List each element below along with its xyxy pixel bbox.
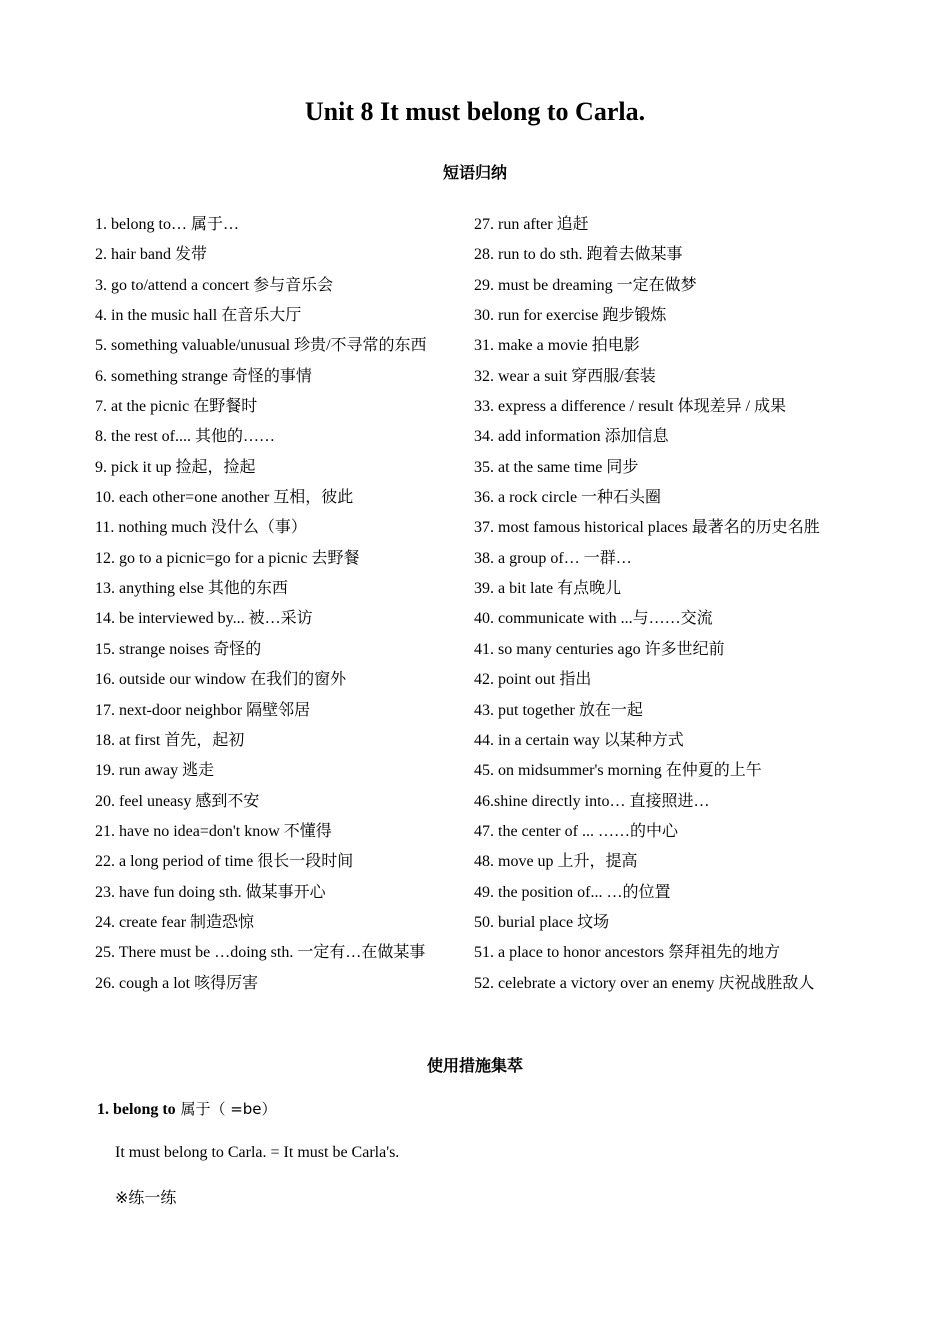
phrase-item: 36. a rock circle 一种石头圈: [474, 489, 662, 507]
phrase-list-left: [95, 210, 473, 999]
phrase-item: 40. communicate with ...与……交流: [474, 610, 713, 628]
phrase-item: 25. There must be …doing sth. 一定有…在做某事: [95, 944, 426, 962]
phrase-item: 5. something valuable/unusual 珍贵/不寻常的东西: [95, 337, 427, 355]
phrase-item: 22. a long period of time 很长一段时间: [95, 853, 354, 871]
phrase-item: 30. run for exercise 跑步锻炼: [474, 307, 667, 325]
phrase-item: 28. run to do sth. 跑着去做某事: [474, 246, 683, 264]
phrase-item: 41. so many centuries ago 许多世纪前: [474, 640, 725, 658]
phrase-item: 47. the center of ... ……的中心: [474, 822, 678, 840]
phrases-heading: 短语归纳: [442, 163, 507, 182]
phrase-item: 4. in the music hall 在音乐大厅: [95, 307, 302, 325]
phrase-item: 39. a bit late 有点晚儿: [474, 580, 622, 598]
phrase-item: 1. belong to… 属于…: [95, 216, 239, 233]
usage-heading: 使用措施集萃: [426, 1056, 523, 1075]
phrase-item: 35. at the same time 同步: [474, 458, 639, 476]
phrase-item: 9. pick it up 捡起，捡起: [95, 458, 256, 476]
phrase-item: 19. run away 逃走: [95, 762, 215, 780]
phrase-item: 17. next-door neighbor 隔壁邻居: [95, 701, 311, 719]
phrase-item: 26. cough a lot 咳得厉害: [95, 974, 259, 992]
phrase-item: 11. nothing much 没什么（事）: [95, 519, 307, 537]
phrase-item: 38. a group of… 一群…: [474, 549, 632, 567]
usage-term: 1. belong to: [97, 1101, 176, 1118]
phrase-item: 16. outside our window 在我们的窗外: [95, 671, 347, 689]
phrase-item: 24. create fear 制造恐惊: [95, 913, 255, 931]
phrase-list-right: [474, 210, 864, 999]
usage-meaning: 属于（ =be）: [175, 1100, 277, 1118]
phrase-item: 14. be interviewed by... 被…采访: [95, 610, 313, 628]
phrase-item: 7. at the picnic 在野餐时: [95, 398, 258, 416]
phrase-item: 10. each other=one another 互相，彼此: [95, 489, 354, 507]
phrase-item: 6. something strange 奇怪的事情: [95, 367, 312, 385]
phrase-item: 46.shine directly into… 直接照进…: [474, 792, 710, 810]
phrase-item: 44. in a certain way 以某种方式: [474, 731, 684, 749]
page-title: Unit 8 It must belong to Carla.: [304, 97, 646, 126]
usage-example: It must belong to Carla. = It must be Carla's.: [115, 1144, 400, 1161]
phrase-item: 31. make a movie 拍电影: [474, 337, 640, 355]
phrase-item: 45. on midsummer's morning 在仲夏的上午: [474, 762, 762, 780]
phrase-item: 49. the position of... …的位置: [474, 883, 671, 901]
phrase-item: 32. wear a suit 穿西服/套装: [474, 367, 656, 385]
phrase-item: 37. most famous historical places 最著名的历史名胜: [474, 519, 820, 537]
phrase-item: 18. at first 首先，起初: [95, 731, 245, 749]
phrase-item: 48. move up 上升，提高: [474, 853, 638, 871]
phrase-item: 20. feel uneasy 感到不安: [95, 792, 260, 810]
phrase-item: 21. have no idea=don't know 不懂得: [95, 822, 332, 840]
usage-item-heading: [97, 1097, 277, 1122]
phrase-item: 15. strange noises 奇怪的: [95, 640, 262, 658]
phrase-item: 3. go to/attend a concert 参与音乐会: [95, 276, 334, 294]
phrase-item: 2. hair band 发带: [95, 246, 207, 264]
phrase-item: 50. burial place 坟场: [474, 913, 610, 931]
phrase-item: 43. put together 放在一起: [474, 701, 643, 719]
phrase-item: 42. point out 指出: [474, 671, 592, 689]
phrase-item: 8. the rest of.... 其他的……: [95, 428, 275, 446]
phrase-item: 27. run after 追赶: [474, 216, 589, 233]
practice-label: ※练一练: [115, 1188, 177, 1207]
phrase-item: 23. have fun doing sth. 做某事开心: [95, 883, 326, 901]
phrase-item: 13. anything else 其他的东西: [95, 580, 288, 598]
phrase-item: 52. celebrate a victory over an enemy 庆祝战胜敌人: [474, 974, 815, 992]
phrase-item: 29. must be dreaming 一定在做梦: [474, 276, 697, 294]
phrase-item: 34. add information 添加信息: [474, 428, 669, 446]
phrase-item: 33. express a difference / result 体现差异 / 成果: [474, 398, 787, 416]
phrase-item: 12. go to a picnic=go for a picnic 去野餐: [95, 549, 360, 567]
phrase-item: 51. a place to honor ancestors 祭拜祖先的地方: [474, 944, 781, 962]
